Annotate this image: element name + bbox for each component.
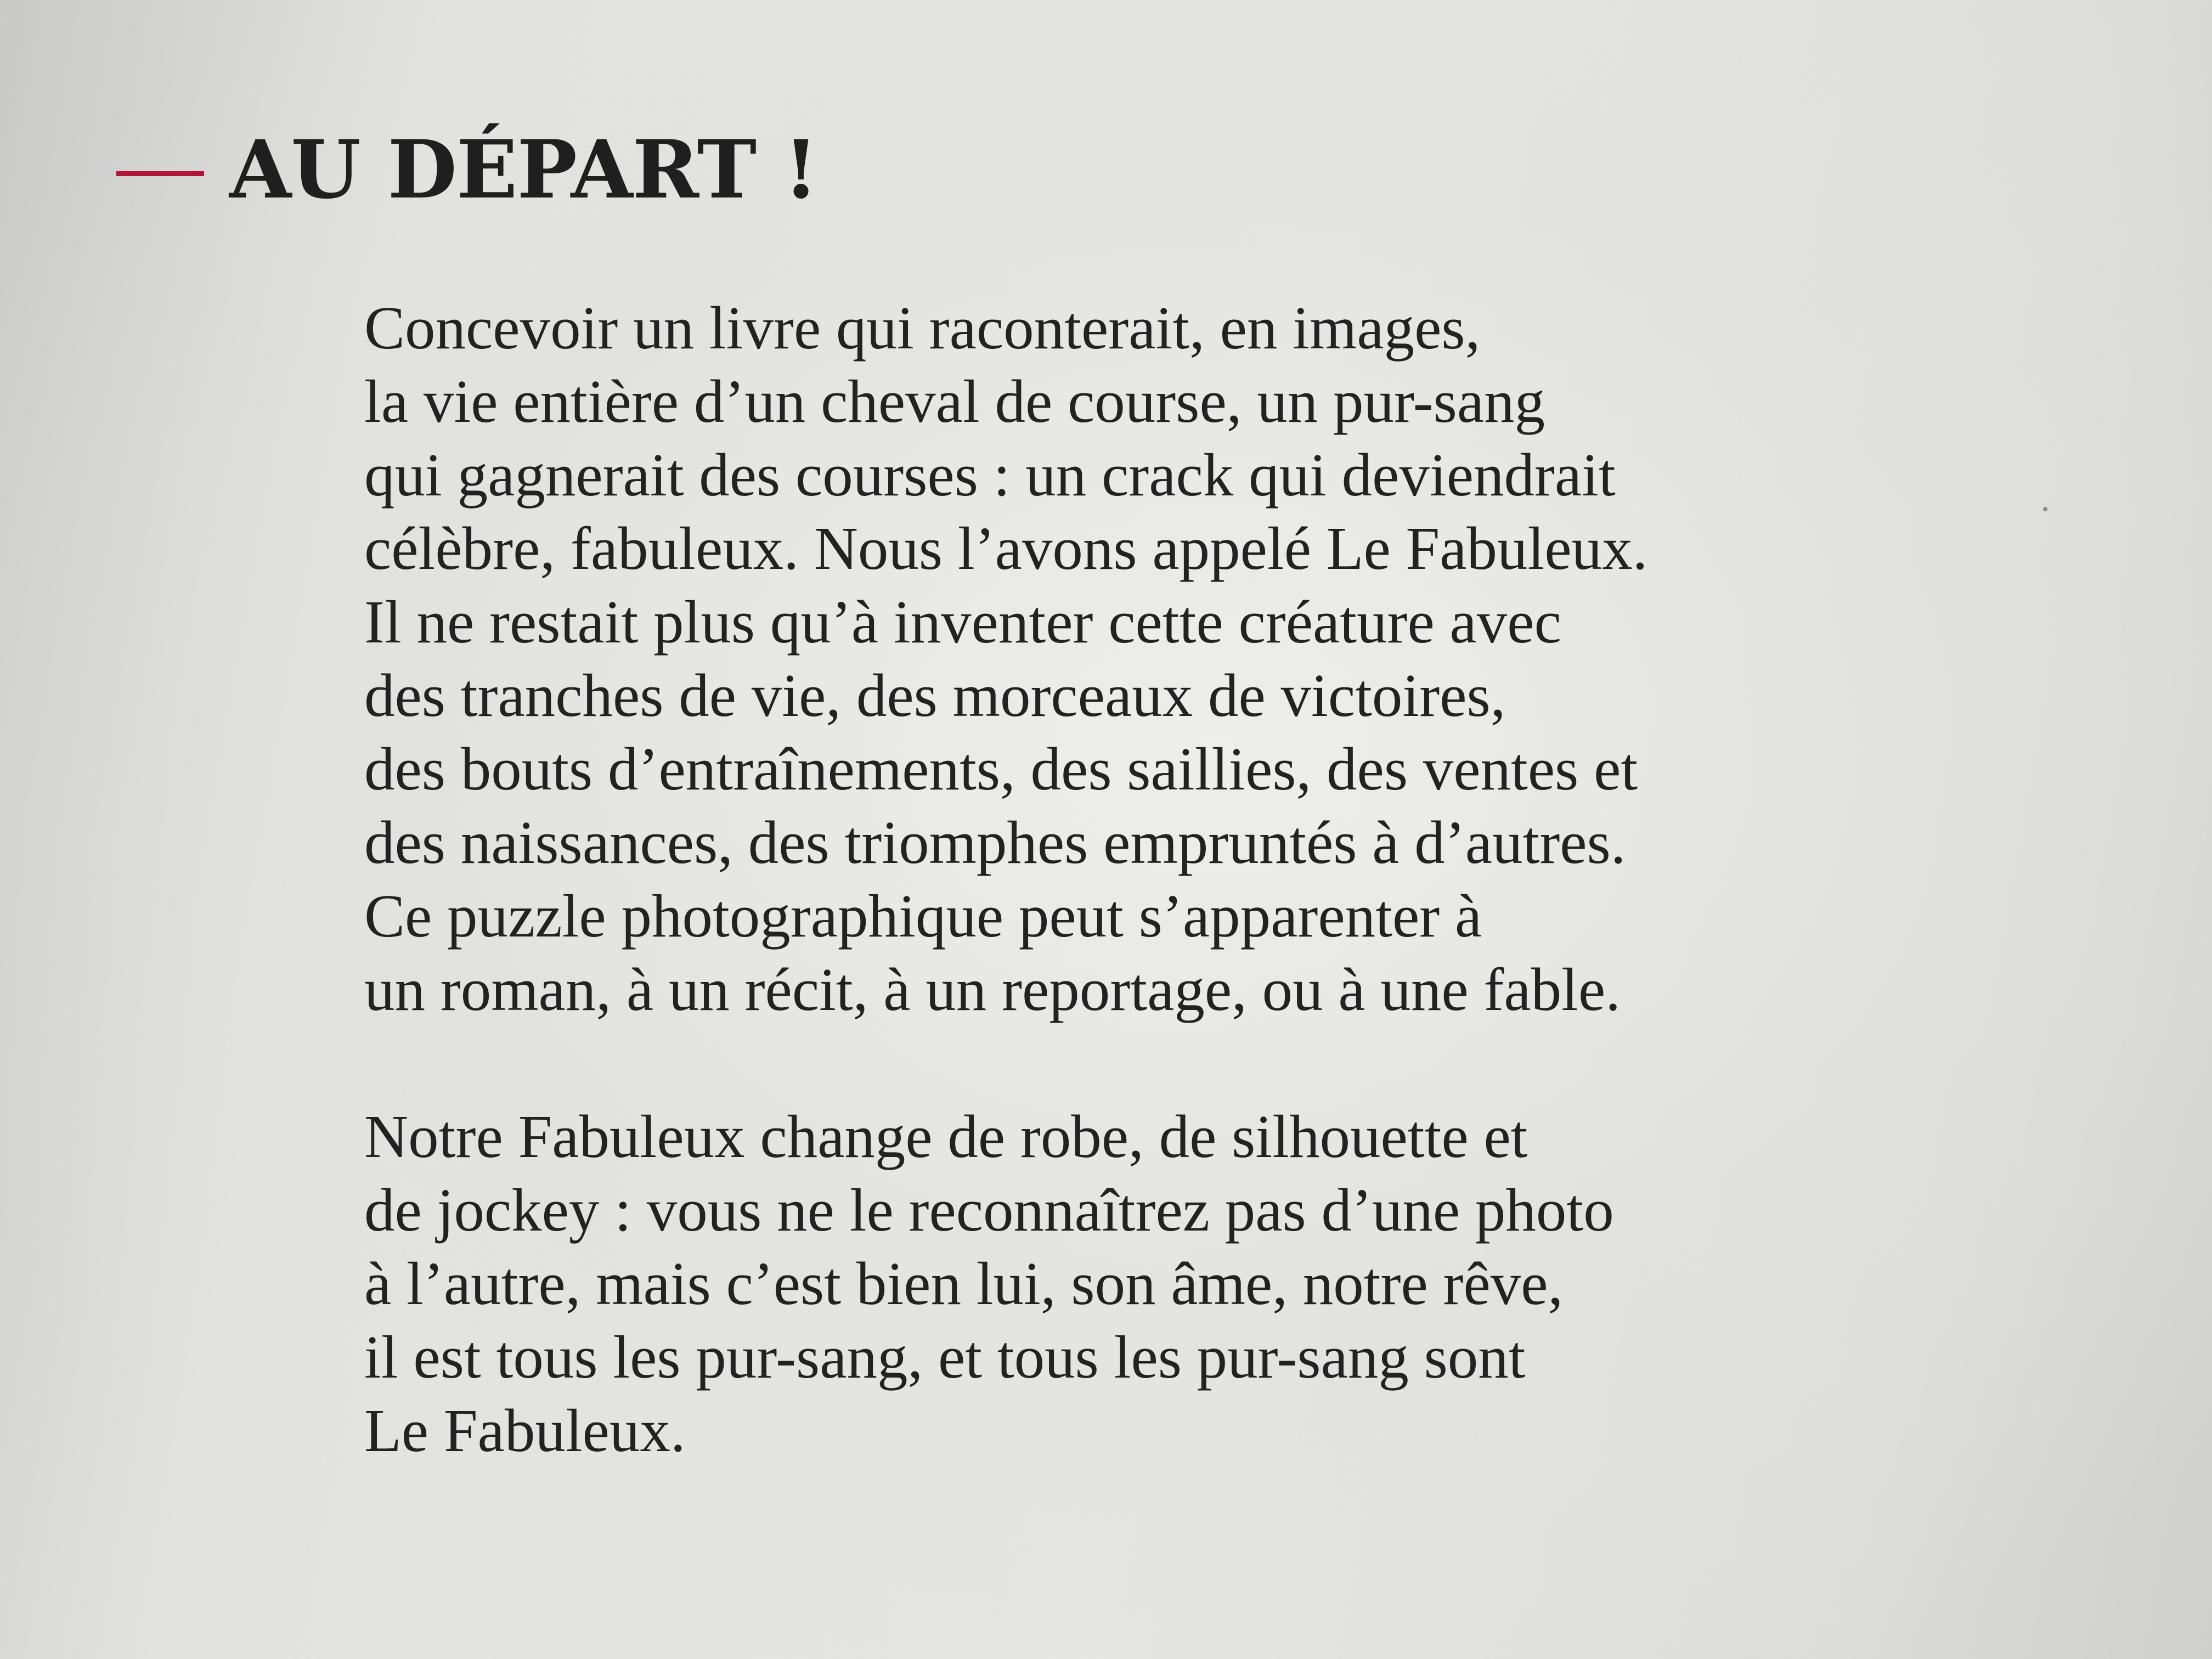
text-line: Concevoir un livre qui raconterait, en images, xyxy=(364,295,1481,362)
text-line: qui gagnerait des courses : un crack qui deviendrait xyxy=(364,442,1616,509)
text-line: Il ne restait plus qu’à inventer cette créature avec xyxy=(364,589,1561,656)
section-heading xyxy=(116,110,818,230)
text-line: il est tous les pur-sang, et tous les pur-sang sont xyxy=(364,1324,1526,1391)
text-line: la vie entière d’un cheval de course, un pur-sang xyxy=(364,368,1545,436)
paragraph-closing xyxy=(364,1101,1614,1468)
paper-speck xyxy=(2043,507,2047,511)
text-line: de jockey : vous ne le reconnaîtrez pas d’une photo xyxy=(364,1177,1614,1244)
text-line: à l’autre, mais c’est bien lui, son âme, notre rêve, xyxy=(364,1250,1564,1318)
text-line: un roman, à un récit, à un reportage, ou à une fable. xyxy=(364,956,1621,1024)
text-line: célèbre, fabuleux. Nous l’avons appelé Le Fabuleux. xyxy=(364,515,1648,583)
heading-title: AU DÉPART ! xyxy=(229,123,819,217)
red-dash-rule xyxy=(116,171,204,176)
text-line: Le Fabuleux. xyxy=(364,1397,686,1465)
text-line: des naissances, des triomphes empruntés à d’autres. xyxy=(364,809,1626,877)
text-line: Notre Fabuleux change de robe, de silhouette et xyxy=(364,1103,1528,1171)
paragraph-intro xyxy=(364,292,1647,1027)
text-line: Ce puzzle photographique peut s’apparenter à xyxy=(364,883,1482,950)
text-line: des bouts d’entraînements, des saillies, des ventes et xyxy=(364,736,1638,803)
text-line: des tranches de vie, des morceaux de victoires, xyxy=(364,662,1506,730)
